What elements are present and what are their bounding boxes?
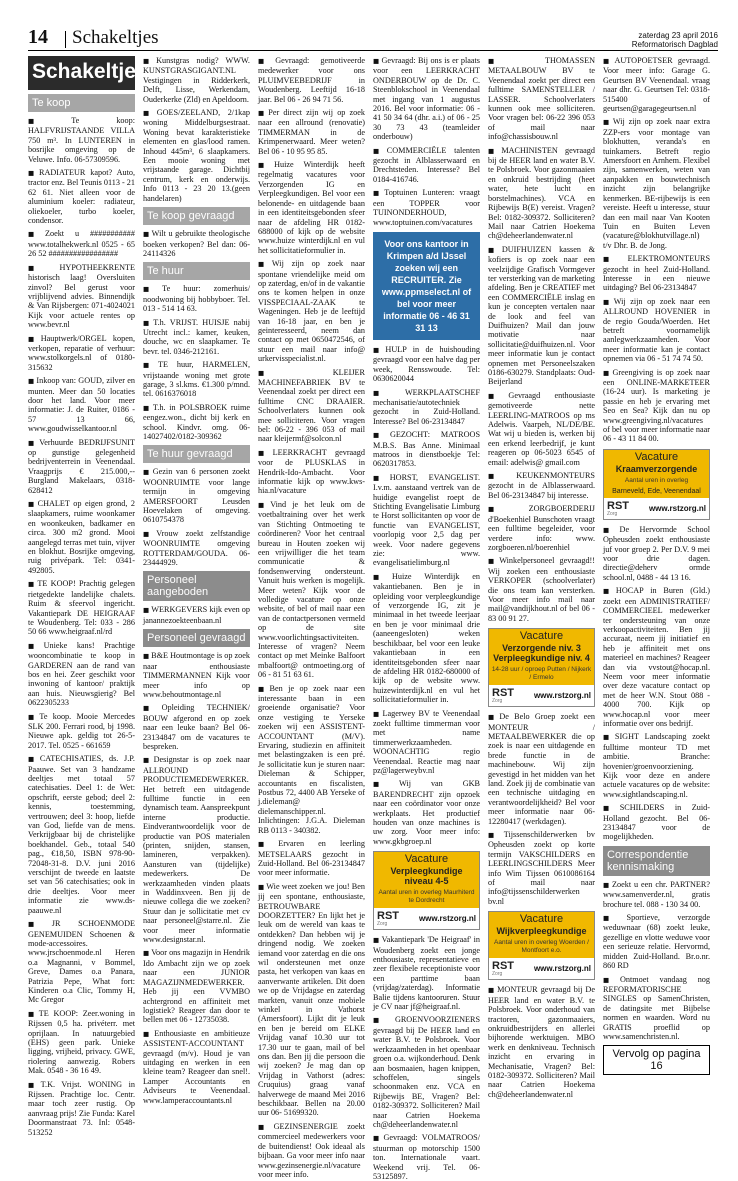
classified-ad [28,1080,135,1137]
bullet-square-icon: ■ [28,1080,39,1089]
ad-text: Greengiving is op zoek naar een ONLINE-MARKETEER (16-24 uur). Is marketing je passie en heb je ervaring met Seo en Sea? Kijk dan nu op www.greengiving.nl/vacatures of bel voor meer informatie naar 06 - 43 11 84 00. [603,367,710,444]
classified-ad [258,108,365,156]
bullet-square-icon: ■ [603,975,618,984]
category-te-koop-gevraagd: Te koop gevraagd [143,207,250,225]
vacancy-details: Aantal uren in overleg Maurhiterd te Dordrecht [374,888,479,908]
page-header [28,26,718,51]
vacancy-function: Kraamverzorgende [604,463,709,476]
bullet-square-icon: ■ [488,245,500,254]
ad-text: Tijssenschilderwerken bv Opheusden zoekt op korte termijn VAKSCHILDERS en LEERLINGSCHILDERS Meer info Wim Tijssen 0610086164 of mail naar info@tijssenschilderwerken bv.nl [488,830,595,906]
bullet-square-icon: ■ [373,473,388,482]
ad-text: Zoekt u een chr. PARTNER? www.samenverder.nl, gratis brochure tel. 088 - 130 34 00. [603,879,710,909]
ad-text: GEZINSENERGIE zoekt commercieel medewerkers voor de buitendienst! Ook ideaal als bijbaan. Ga voor meer info naar www.gezinsenergie.nl/vacature voor meer info. [258,1121,365,1179]
ad-text: GOES/ZEELAND, 2/1kap woning Middelburgsestraat. Woning bevat karakteristieke elementen en glas/lood ramen. Inhoud 445m³, 6 slaapkamers. Een mooie woning met vrijstaande garage. Dichtbij centrum, kerk en onderwijs. Info 0113 - 23 20 13.(geen handelaren) [143,108,250,203]
column-4 [373,56,480,1181]
category-personeel-gevraagd: Personeel gevraagd [143,629,250,647]
vacancy-box [488,628,595,707]
classified-ad [603,56,710,113]
classified-ad [603,586,710,728]
bullet-square-icon: ■ [258,684,268,693]
classified-ad [28,1009,135,1076]
ad-list [258,56,365,1179]
classified-ad [488,245,595,387]
bullet-square-icon: ■ [373,709,381,718]
ad-text: CATECHISATIES, ds. J.P. Paauwe. Set van 3 handzame deeltjes met totaal 57 catechisaties. Deel 1: de Wet: opschrift, eerste gebod; deel 2: kennis, toestemming, vertrouwen; deel 3: hoop, liefde van God, liefde van de mens. Verkrijgbaar bij de christelijke boekhandel. Geb., totaal 540 pag., €18,50, ISBN 978-90-72048-31-8. D.V. juni 2016 verschijnt de tweede en laatste set van 56 catechisaties; ook in drie deeltjes. Voor meer informatie zie www.ds-paauwe.nl [28,754,135,915]
ad-text: LEERKRACHT gevraagd voor de PLUSKLAS in Hendrik-Ido-Ambacht. Voor informatie kijk op www.kws-hia.nl/vacature [258,447,365,496]
classified-ad [488,56,595,142]
ad-text: GEZOCHT: MATROOS M.B.S. Bas Anne. Minimaal matroos in dienstboekje Tel: 0620317853. [373,430,480,469]
ad-text: Zoekt u ########### www.totalhekwerk.nl 0525 - 65 26 52 ################# [28,229,135,259]
bullet-square-icon: ■ [488,391,507,400]
ad-text: Wij zijn op zoek naar een ALLROUND HOVENIER in de regio Gouda/Woerden. Het betreft voornamelijk aanlegwerkzaamheden. Voor meer informatie kan je contact opnemen via 06 - 51 74 74 50. [603,296,710,364]
bullet-square-icon: ■ [258,882,265,891]
classified-ad [488,985,595,1099]
classified-ad [258,882,365,1118]
ad-text: Gevraagd: Bij ons is er plaats voor een LEERKRACHT ONDERBOUW op de Dr. C. Steenblokschool in Veenendaal met ingang van 1 augustus 2016. Bel voor informatie: 06 - 41 50 34 64 (dhr. a.i.) of 06 - 25 30 73 43 (teamleider onderbouw) [373,56,480,142]
ad-text: Vakantiepark 'De Heigraaf' in Woudenberg zoekt een jonge enthousiaste, representatieve en zeer flexibele receptioniste voor een parttime baan (vrijdag/zaterdag). Informatie Balie tijdens kantooruren. Stuur je CV naar jf@heigraaf.nl. [373,935,480,1012]
classified-ad [373,779,480,846]
classified-ad [28,712,135,751]
classified-ad [28,168,135,225]
bullet-square-icon: ■ [143,704,160,713]
vacancy-title: Vacature [604,450,709,463]
ad-text: KLEIJER MACHINEFABRIEK BV te Veenendaal zoekt per direct een fulltime CNC DRAAIER. Schoolverlaters kunnen ook mee solliciteren. Voor vragen bel: 06-22 - 396 053 of mail naar kleijermf@solcon.nl [258,367,365,444]
bullet-square-icon: ■ [258,448,271,457]
classified-ad [488,391,595,467]
section-name: Schakeltjes [72,27,159,48]
classified-ad [28,919,135,1005]
newspaper-name: Reformatorisch Dagblad [631,40,718,49]
ad-text: Huize Winterdijk heeft regelmatig vacatures voor Verzorgenden IG en Verpleegkundigen. Bel voor een belonende- en uitdagende baan in een identiteitsgebonden sfeer naar de afdeling HR 0182-688000 of kijk op de website www.huize winterdijk.nl en vul het sollicitatieformulier in. [258,160,365,255]
ad-text: KEUKENMONTEURS gezocht in de Alblasserwaard. Bel 06-23134847 bij interesse. [488,471,595,500]
bullet-square-icon: ■ [28,500,36,509]
ad-text: Wie weet zoeken we jou! Ben jij een spontane, enthousiaste, BETROUWBARE DOORZETTER? En lijkt het je leuk om de wereld van kaas te ontdekken? Dan hebben wij je dringend nodig. We zoeken iemand voor zaterdag en die ons wil ondersteunen met onze pasta, het verkopen van kaas en aanverwante artikelen. Dit doen we op de Vrijdagse en zaterdag markten, vanuit onze mobiele winkel in Vathorst (Amersfoort). Lijkt dit je leuk en ben je bereid om ELKE Vrijdag vanaf 10.30 uur tot 17.30 uur te gaan, mail of bel ons dan. Ben jij die persoon die wij zoeken? Je mag dan op Vrijdag in Vathorst (adres: Cruquius) graag vanaf halverwege de maand Mei 2016 beschikbaar. Bellen na 20.00 uur 06- 51699320. [258,881,365,1118]
ad-list [143,651,250,1105]
classified-ad [258,448,365,496]
classified-ad [258,160,365,255]
ad-text: TE KOOP! Prachtig gelegen rietgedekte landelijke chalets. Ruim & sfeervol ingericht. Vakantiepark DE HEIGRAAF te Woudenberg. Tel: 033 - 286 50 66 www.heigraaf.nl/rd [28,579,135,637]
ad-text: Gevraagd: gemotiveerde medewerker voor ons PLUIMVEEBEDRIJF in Woudenberg. Leeftijd 16-18 jaar. Bel 06 - 26 94 71 56. [258,56,365,104]
ad-text: Verhuurde BEDRIJFSUNIT op gunstige gelegenheid bedrijventerrein in Veenendaal. Vraagprijs € 215.000,-- Burgland Makelaars, 0318-628412 [28,437,135,495]
bullet-square-icon: ■ [258,109,267,118]
ad-text: WERKPLAATSCHEF mechanisatie/autotechniek gezocht in Zuid-Holland. Interesse? Bel 06-23134847 [373,387,480,426]
bullet-square-icon: ■ [373,345,384,354]
issue-date: zaterdag 23 april 2016 [638,31,718,40]
vacancy-url[interactable]: www.rstzorg.nl [533,691,591,701]
bullet-square-icon: ■ [373,780,398,789]
classified-ad [488,556,595,623]
classified-ad [258,368,365,444]
bullet-square-icon: ■ [488,57,543,65]
classified-ad [28,754,135,915]
bullet-square-icon: ■ [488,713,498,722]
bullet-square-icon: ■ [143,1029,153,1038]
bullet-square-icon: ■ [603,587,614,596]
classified-ad [603,732,710,799]
ad-list [373,56,480,227]
category-correspondentie: Correspondentie kennismaking [603,846,710,876]
ad-text: TE huur, HARMELEN, vrijstaande woning met grote garage, 3 sl.kms. €1.300 p/mnd. tel. 0616376018 [143,360,250,399]
bullet-square-icon: ■ [603,118,611,127]
bullet-square-icon: ■ [28,580,36,589]
ad-list [488,56,595,623]
ad-text: Toptuinen Lunteren: vraagt een TOPPER voor TUINONDERHOUD, www.toptuinen.com/vacatures [373,188,480,227]
vacancy-footer [374,908,479,929]
bullet-square-icon: ■ [603,368,611,377]
bullet-square-icon: ■ [28,334,39,343]
classified-ad [373,345,480,384]
vacancy-footer [604,498,709,519]
vacancy-box [373,851,480,930]
ad-list [603,880,710,1042]
ad-text: Wilt u gebruikte theologische boeken verkopen? Bel dan: 06-24114326 [143,229,250,258]
classified-ad [488,471,595,500]
ad-text: ZORGBOERDERIJ d'Boekenhiel Bunschoten vraagt een fulltime begeleider, voor verdere info: www. zorgboeren.nl/boerenhiel [488,504,595,552]
ad-text: Opleiding TECHNIEK/ BOUW afgerond en op zoek naar een leuke baan? Bel 06-23134847 om de vacatures te bespreken. [143,703,250,751]
bullet-square-icon: ■ [373,146,385,155]
ad-list [143,229,250,258]
ad-text: SIGHT Landscaping zoekt fulltime monteur TD met ambitie. Branche: hovenier/groenvoorziening. Kijk voor deze en andere actuele vacatures op de website: www.sightlandscaping.nl. [603,732,710,799]
ad-text: SCHILDERS in Zuid-Holland gezocht. Bel 06-23134847 voor de mogelijkheden. [603,803,710,842]
classified-ad [143,703,250,751]
classified-ad [373,146,480,185]
ad-text: Te koop. Mooie Mercedes SLK 200. Ferrari rood, bj 1998. Nieuwe apk. geldig tot 26-5-2017. Tel. 0525 - 661659 [28,711,135,750]
vacancy-url[interactable]: www.rstzorg.nl [648,503,706,513]
classified-ad [373,430,480,469]
classified-ad [603,525,710,582]
bullet-square-icon: ■ [143,230,150,239]
ad-text: De Belo Groep zoekt een MONTEUR / METAALBEWERKER die op zoek is naar een uitdagende en brede functie in de machinebouw. Wij zijn gevestigd in het midden van het land. Zoek jij de combinatie van een technische uitdaging en verantwoordelijkheid? Bel voor meer informatie naar 06-12280417 (werkdagen). [488,712,595,826]
classified-ad [28,579,135,636]
bullet-square-icon: ■ [603,297,612,306]
ad-text: T.h. VRIJST. HUISJE nabij Utrecht incl.: kamer, keuken, douche, wc en slaapkamer. Te bevr. tel. 0346-212161. [143,317,250,356]
vacancy-details: Aantal uren in overleg Woerden / Montfoort e.o. [489,938,594,958]
ad-list [143,605,250,625]
ad-text: WERKGEVERS kijk even op janannezoekteenbaan.nl [143,605,250,625]
column-1 [28,56,148,1137]
ad-list [488,985,595,1099]
vacancy-details: Aantal uren in overleg [604,476,709,488]
bullet-square-icon: ■ [488,986,496,995]
bullet-square-icon: ■ [28,263,58,272]
vacancy-title: Vacature [489,912,594,925]
classified-ad [143,467,250,524]
column-2 [143,56,250,1105]
ad-text: Vind je het leuk om de voetbaltraining over het werk van Stichting Ontmoeting te coördineren? Voor het centraal bureau in Houten zoeken wij een vrijwilliger die het team communicatie & fondsenwerving ondersteunt. Vanuit huis werken is mogelijk. Meer weten? Kijk voor de volledige vacature op onze website, of bel of mail naar een van de contactpersonen vermeld op de site www.voorlichtingsactiviteiten. Interesse of vragen? Neem contact op met Meinke Balfoort mbalfoort@ ontmoeting.org of 06 - 81 51 63 61. [258,499,365,680]
bullet-square-icon: ■ [28,755,38,764]
header-dateline [632,31,718,49]
column-5 [488,56,595,1099]
bullet-square-icon: ■ [28,712,38,721]
ad-text: Winkelpersoneel gevraagd!! Wij zoeken een enthousiaste VERKOPER (schoolverlater) die ons team kan versterken. Voor meer info mail naar mail@vandijkhout.nl of bel 06 - 83 00 91 27. [488,556,595,623]
ad-list [488,712,595,906]
ad-list [373,345,480,846]
bullet-square-icon: ■ [603,57,613,65]
classified-ad [143,56,250,104]
bullet-square-icon: ■ [143,468,151,477]
ad-list [603,56,710,444]
ad-text: Ervaren en leerling METSELAARS gezocht in Zuid-Holland. Bel 06-23134847 voor meer informatie. [258,839,365,878]
classified-ad [373,188,480,227]
bullet-square-icon: ■ [258,500,269,509]
ad-text: Sportieve, verzorgde weduwnaar (68) zoekt leuke, gezellige en vlotte weduwe voor een serieuze relatie. Hervormd, midden Zuid-Holland. Br.o.nr. 860 RD [603,913,710,971]
classified-ad [603,975,710,1042]
bullet-square-icon: ■ [28,1009,37,1018]
classified-ad [488,712,595,826]
bullet-square-icon: ■ [258,57,274,65]
category-te-huur: Te huur [143,262,250,280]
bullet-square-icon: ■ [603,733,613,742]
column-6 [603,56,710,1073]
bullet-square-icon: ■ [373,189,383,198]
classified-ad [28,116,135,164]
bullet-square-icon: ■ [258,260,270,269]
classified-ad [488,146,595,241]
ad-text: HORST, EVANGELIST. I.v.m. aanstaand vertrek van de huidige evangelist roept de Stichting Evangelisatie Limburg te Horst sollicitanten op voor de functie van EVANGELIST, voorlopig voor 2,5 dag per week. Voor nadere gegevens zie: www. evangelisatielimburg.nl [373,472,480,568]
bullet-square-icon: ■ [373,572,390,581]
bullet-square-icon: ■ [373,388,403,397]
ad-text: Huize Winterdijk en vakantiebanen. Ben je in opleiding voor verpleegkundige of verzorgende IG, zit je minimaal in het tweede leerjaar en ben je voor minimaal drie (aaneengesloten) weken beschikbaar, bel voor een leuke vakantiebaan in een identiteitsgebonden sfeer naar de afdeling HR 0182-680000 of kijk op de website www. huizewinterdijk.nl en vul het sollicitatieformulier in. [373,571,480,705]
classified-ad [143,318,250,357]
ad-text: HOCAP in Buren (Gld.) zoekt een ADMINISTRATIEF/ COMMERCIEEL medewerker ter ondersteuning van onze verkoopactiviteiten. Ben jij accuraat, neem jij initiatief en heb je affiniteit met ons materieel en machines? Reageer dan via vvstout@hocap.nl. Neem voor meer informatie over deze vacature contact op met de heer W.N. Stout 088 - 4000 700. Kijk op www.hocap.nl voor meer informatie over ons bedrijf. [603,586,710,728]
bullet-square-icon: ■ [143,529,155,538]
classified-ad [143,360,250,399]
bullet-square-icon: ■ [603,804,618,813]
vacancy-box [603,449,710,520]
rst-logo: RST Zorg [377,910,399,928]
classified-ad [603,913,710,970]
bullet-square-icon: ■ [373,1134,382,1143]
ad-text: RADIATEUR kapot? Auto, tractor enz. Bel Teunis 0113 - 21 62 61. Niet alleen voor de aluminium koeler: radiateur, oliekoeler, turbo koeler, condensor. [28,168,135,226]
bullet-square-icon: ■ [258,368,331,377]
bullet-square-icon: ■ [258,161,273,170]
ad-text: Vrouw zoekt zelfstandige WOONRUIMTE omgeving ROTTERDAM/GOUDA. 06-23444929. [143,528,250,568]
classified-ad [143,651,250,699]
ad-text: DUIFHUIZEN kassen & kofiers is op zoek naar een veelzijdige Grafisch Vormgever ter versterking van de marketing afdeling. Ben je CREATIEF met een COMMERCIËLE inslag en kun je concepten vertalen naar de look and feel van Duifhuizen? Mail dan jouw motivatie naar sollicitatie@duifhuizen.nl. Voor meer informatie kun je contact opnemen met Personeelszaken 0186-630279. Standplaats: Oud-Beijerland [488,244,595,387]
bullet-square-icon: ■ [143,606,150,615]
ad-text: Wij van GKB BARENDRECHT zijn opzoek naar een coördinator voor onze werkplaats. Het productief houden van onze machines is uw zorg. Voor meer info: www.gkbgroep.nl [373,779,480,846]
classified-ad [258,500,365,680]
category-te-koop: Te koop [28,94,135,112]
classified-ad [28,376,135,433]
ad-text: AUTOPOETSER gevraagd. Voor meer info: Garage G. Geurtsen BV Veenendaal. vraag naar dhr. G. Geurtsen Tel: 0318-515400 of geurtsen@garagegeurtsen.nl [603,56,710,114]
ad-text: Enthousiaste en ambitieuze ASSISTENT-ACCOUNTANT gevraagd (m/v). Houd je van uitdaging en werken in een kleine team? Reageer dan snel!. Lamper Accountants en Adviseurs te Veenendaal. www.lamperaccountants.nl [143,1028,250,1105]
bullet-square-icon: ■ [488,831,502,840]
classified-ad [28,438,135,495]
classified-ad [373,572,480,705]
ad-text: CHALET op eigen grond, 2 slaapkamers, ruime woonkamer en woonkeuken, badkamer en circa. 300 m2 grond. Mooi aangelegd terras met tuin, vijver en blokhut. Bosrijke omgeving, ruig privépark. Tel: 0341-492805. [28,499,135,575]
classified-ad [28,641,135,708]
ad-text: MACHINISTEN gevraagd bij de HEER land en water B.V. te Polsbroek. Voor gazonmaaien en onkruid bestrijding (heet water, hete lucht en borstelmachines). VCA en Rijbewijs B(E) vereist. Vragen? Bel: 0182-309372. Solliciteren? Mail naar Catrien Hoekema ch@deheerlandenwater.nl [488,145,595,241]
recruiter-ad-box: Voor ons kantoor in Krimpen a/d IJssel zoeken wij een RECRUITER. Zie www.ppmselect.nl of bel voor meer informatie 06 - 46 31 31 13 [373,232,480,340]
classified-ad [28,334,135,373]
bullet-square-icon: ■ [28,230,43,239]
ad-text: Voor ons magazijn in Hendrik Ido Ambacht zijn we op zoek naar een JUNIOR MAGAZIJNMEDEWERKER. Heb jij een VVMBO achtergrond en affiniteit met logistiek? Reageer dan door te bellen met 06 - 12735038. [143,948,250,1025]
bullet-square-icon: ■ [28,117,70,125]
vacancy-footer [489,958,594,979]
classified-ad [28,263,135,330]
vacancy-url[interactable]: www.rstzorg.nl [418,914,476,924]
classified-ad [28,229,135,258]
ad-list [28,116,135,1137]
rst-logo: RST Zorg [492,960,514,978]
ad-text: Ontmoet vandaag nog REFORMATORISCHE SINGLES op SamenChristen, de datingsite met Bijbelse normen en waarden. Word nu GRATIS proeflid op www.samenchristen.nl. [603,974,710,1041]
vacancy-details: 14-28 uur / oproep Putten / Nijkerk / Ermelo [489,665,594,685]
bullet-square-icon: ■ [143,285,161,294]
ad-list [143,56,250,203]
classified-ad [143,108,250,203]
bullet-square-icon: ■ [603,525,618,534]
ad-list [603,525,710,842]
classified-ad [258,259,365,363]
bullet-square-icon: ■ [258,1122,272,1131]
classified-ad [488,830,595,906]
classified-ad [373,1133,480,1181]
bullet-square-icon: ■ [28,920,50,929]
ad-text: MONTEUR gevraagd bij De HEER land en water B.V. te Polsbroek. Voor onderhoud van tractoren, gazonmaaiers, onkruidbestrijders en allerlei bijhorende werktuigen. MBO werk en denkniveau. Technisch inzicht en ervaring in Mechanisatie, Vragen? Bel: 0182-309372. Solliciteren? Mail naar Catrien Hoekema ch@deheerlandenwater.nl [488,985,595,1099]
bullet-square-icon: ■ [28,169,37,178]
column-3 [258,56,365,1179]
category-te-huur-gevraagd: Te huur gevraagd [143,445,250,463]
classified-ad [373,709,480,776]
bullet-square-icon: ■ [28,377,35,386]
ad-text: Wij zijn op zoek naar extra ZZP-ers voor montage van blokhutten, veranda's en tuinkamers. Betreft regio Amersfoort en Arnhem. Flexibel zijn, samenwerken, weten van aanpakken en bouwtechnisch inzicht zijn belangrijke kenmerken. BE-rijbewijs is een vereiste. Heeft u interesse, stuur dan een mail naar Van Kooten Tuin en Buiten Leven (vacature@blokhutvillage.nl) t/v Dhr. B. de Jong. [603,117,710,250]
continued-on-page[interactable]: Vervolg op pagina 16 [603,1045,710,1075]
ad-text: Unieke kans! Prachtige wooncombinatie te koop in GARDEREN aan de rand van bos en hei. Zeer geschikt voor inwoning of kantoor/ praktijk aan huis. Nieuwsgierig? Bel 0622305233 [28,640,135,708]
ad-text: HYPOTHEEKRENTE historisch laag! Oversluiten zinvol? Bel gerust voor vrijblijvend advies. Binnendijk & Van Rijsbergen: 071-4024021 Kijk voor actuele rentes op www.bevr.nl [28,262,135,330]
bullet-square-icon: ■ [373,1016,393,1025]
ad-text: TE KOOP: Zeer.woning in Rijssen 0,5 ha. privéterr. met oprijlaan. In natuurgebied (EHS) geen park. Unieke ligging, vrijheid, privacy. GWE, riolering aanwezig. Robers Mak. 0548 - 36 16 49. [28,1008,135,1076]
bullet-square-icon: ■ [603,914,625,923]
ad-text: Hauptwerk/ORGEL kopen, verkopen, reparatie of verhuur: www.stolkorgels.nl of 0180-315632 [28,333,135,372]
classified-ad [603,297,710,364]
ad-text: Te koop: HALFVRIJSTAANDE VILLA 750 m³. In LUNTEREN in bosrijke omgeving op de Veluwe. Info. 06-57309596. [28,116,135,164]
classified-ad [603,117,710,250]
vacancy-footer [489,685,594,706]
bullet-square-icon: ■ [143,57,155,65]
bullet-square-icon: ■ [603,880,611,889]
classified-ad [603,803,710,842]
ad-text: Per direct zijn wij op zoek naar een allround (renovatie) TIMMERMAN in de Krimpenerwaard. Meer weten? Bel 06 - 10 95 95 85. [258,108,365,156]
classified-ad [258,1122,365,1179]
ad-text: T.h. in POLSBROEK ruime eengez.won., dicht bij kerk en school. Kindvr. omg. 06-14027402/0182-309362 [143,402,250,441]
classified-ad [603,368,710,444]
classified-ad [143,229,250,258]
ad-list [373,935,480,1181]
ad-text: GROENVOORZIENERS gevraagd bij De HEER land en water B.V. te Polsbroek. Voor werkzaamheden in het openbaar groen o.a. wijkonderhoud. Denk aan bosmaaien, hagen knippen, schoffelen, singels schoonmaken enz. VCA en Rijbewijs BE, Vragen? Bel: 0182-309372. Solliciteren? Mail naar Catrien Hoekema ch@deheerlandenwater.nl [373,1015,480,1129]
classified-ad [143,755,250,944]
page-title: Schakeltjes [28,56,135,90]
bullet-square-icon: ■ [373,936,380,945]
ad-text: HULP in de huishouding gevraagd voor een halve dag per week, Rensswoude. Tel: 0630620044 [373,344,480,384]
ad-text: Gezin van 6 personen zoekt WOONRUIMTE voor lange termijn in omgeving AMERSFOORT Leusden Hoevelaken of omgeving. 0610754378 [143,467,250,525]
ad-text: Gevraagd: VOLMATROOS/ stuurman op motorschip 1500 ton. Internationale vaart. Weekend vrij. Tel. 06-53125897. [373,1133,480,1181]
vacancy-title: Vacature [489,629,594,642]
classified-ad [373,473,480,568]
vacancy-function: Verpleegkundige niveau 4-5 [374,865,479,888]
classified-ad [143,403,250,442]
classified-ad [373,935,480,1011]
ad-text: Ben je op zoek naar een interessante baan in een groeiende organisatie? Voor onze vestiging te Yerseke zoeken wij een ASSISTENT-ACCOUNTANT (M/V). Ervaring, studiezin en affiniteit met belastingzaken is een pré. Je sollicitatie kun je sturen naar: Dieleman & Schipper, accountants en fiscalisten, Postbus 72, 4400 AB Yerseke of j.dieleman@ dielemanschipper.nl. Inlichtingen: J.G.A. Dieleman RB 0113 - 340382. [258,683,365,835]
ad-text: Wij zijn op zoek naar spontane vriendelijke meid om op zaterdag, en/of in de vakantie ons te komen helpen in onze VISSPECIAAL-ZAAK te Wageningen. Heb je de leeftijd van 16-18 jaar, en ben je geinteresseerd, neem dan contact op met 0650472546, of stuur een mail naar info@ urkervisspecialist.nl. [258,259,365,364]
ad-text: JR SCHOENMODE GENEMUIDEN Schoenen & mode-accessoires. www.jrschoenmode.nl Heren o.a Magnanni, v Bommel, Greve, Dames o.a Panara, Patrizia Pepe, What fort: Kinderen o.a Clic, Tommy H, Mc Gregor [28,919,135,1005]
bullet-square-icon: ■ [143,652,150,661]
ad-list [143,467,250,567]
vacancy-function: Wijkverpleegkundige [489,925,594,938]
rst-logo: RST Zorg [492,687,514,705]
bullet-square-icon: ■ [143,361,156,370]
classified-ad [143,284,250,313]
ad-text: Designstar is op zoek naar ALLROUND PRODUCTIEMEDEWERKER. Het betreft een uitdagende fulltime functie in een dynamisch team. Aanspreekpunt interne productie. Eindverantwoordelijk voor de productie van POS materialen (printen, snijden, stansen, lamineren, verpakken). Aansturen van (tijdelijke) medewerkers. De werkzaamheden vinden plaats in Waddinxveen. Ben jij de nieuwe collega die we zoeken? Stuur dan je sollicitatie met cv naar personeel@starre.nl. Zie voor meer informatie www.designstar.nl. [143,755,250,945]
bullet-square-icon: ■ [373,431,388,440]
vacancy-location: Barneveld, Ede, Veenendaal [604,488,709,498]
bullet-square-icon: ■ [143,756,152,765]
ad-text: Kunstgras nodig? WWW. KUNSTGRASGIGANT.NL Vestigingen in Ridderkerk, Delft, Lisse, Werkendam, Ouderkerke (Zld) en Apeldoorn. [143,56,250,104]
ad-text: Lagerwey BV te Veenendaal zoekt fulltime timmerman voor met name timmerwerkzaamheden. WOONACHTIG regio Veenendaal. Reactie mag naar pz@lagerweybv.nl [373,708,480,775]
vacancy-box [488,911,595,980]
classified-ad [373,56,480,142]
classified-ad [488,504,595,552]
classified-ad [603,880,710,909]
bullet-square-icon: ■ [488,505,527,514]
classified-ad [143,948,250,1024]
bullet-square-icon: ■ [28,641,42,650]
classified-ad [28,499,135,575]
ad-text: THOMASSEN METAALBOUW BV te Veenendaal zoekt per direct een fulltime SAMENSTELLER / LASSER. Schoolverlaters kunnen ook mee solliciteren. Voor vragen bel: 06-22 396 053 of mail naar info@chassisbouw.nl [488,56,595,142]
bullet-square-icon: ■ [488,146,500,155]
ad-text: Te huur: zomerhuis/ noodwoning bij hobbyboer. Tel. 013 - 514 14 63. [143,284,250,314]
ad-text: De Hervormde School Opheusden zoekt enthousiaste juf voor groep 2. Per D.V. 9 mei voor drie dagen. directie@deherv ormde school.nl, 0488 - 44 13 16. [603,524,710,582]
ad-text: COMMERCIËLE talenten gezocht in Alblasserwaard en Drechtsteden. Interesse? Bel 0184-416746. [373,145,480,184]
classified-ad [258,684,365,836]
classified-ad [258,56,365,104]
bullet-square-icon: ■ [143,949,150,958]
vacancy-url[interactable]: www.rstzorg.nl [533,964,591,974]
bullet-square-icon: ■ [603,255,626,264]
ad-text: Gevraagd enthousiaste gemotiveerde nette LEERLING-MATROOS op ms Adelwis. Vaarpeh, NL/DE/BE. Wat wij u bieden is, werken bij een erkend leerbedrijf, je kunt reageren op 06-5023 6545 of email: adelwis@ gmail.com [488,390,595,467]
category-personeel-aangeboden: Personeel aangeboden [143,571,250,601]
classified-ad [143,529,250,568]
page-number: 14 [28,26,48,48]
rst-logo: RST Zorg [607,499,629,517]
bullet-square-icon: ■ [258,840,277,849]
classified-ad [143,605,250,625]
ad-text: T.K. Vrijst. WONING in Rijssen. Prachtige loc. Centr. maar toch zeer rustig. Op aanvraag prijs! Zie Funda: Karel Doormanstraat 73. Inl: 0548-513252 [28,1079,135,1137]
bullet-square-icon: ■ [488,472,515,481]
classified-ad [603,254,710,293]
bullet-square-icon: ■ [143,403,151,412]
bullet-square-icon: ■ [143,109,155,118]
classified-ad [373,388,480,427]
ad-text: ELEKTROMONTEURS gezocht in heel Zuid-Holland. Interesse in een nieuwe uitdaging? Bel 06-23134847 [603,254,710,293]
ad-list [143,284,250,441]
bullet-square-icon: ■ [28,438,38,447]
ad-text: Inkoop van: GOUD, zilver en munten. Meer dan 50 locaties door het land. Voor meer informatie: J. de Ruiter, 0186 - 57 13 66, www.goudwisselkantoor.nl [28,376,135,434]
bullet-square-icon: ■ [488,557,498,566]
classified-ad [258,839,365,878]
classified-ad [373,1015,480,1129]
bullet-square-icon: ■ [373,57,380,65]
classified-ad [143,1029,250,1105]
ad-text: B&E Houtmontage is op zoek naar enthousiaste TIMMERMANNEN Kijk voor meer info op www.behoutmontage.nl [143,651,250,699]
bullet-square-icon: ■ [143,318,152,327]
vacancy-title: Vacature [374,852,479,865]
vacancy-function: Verzorgende niv. 3 Verpleegkundige niv. 4 [489,642,594,665]
